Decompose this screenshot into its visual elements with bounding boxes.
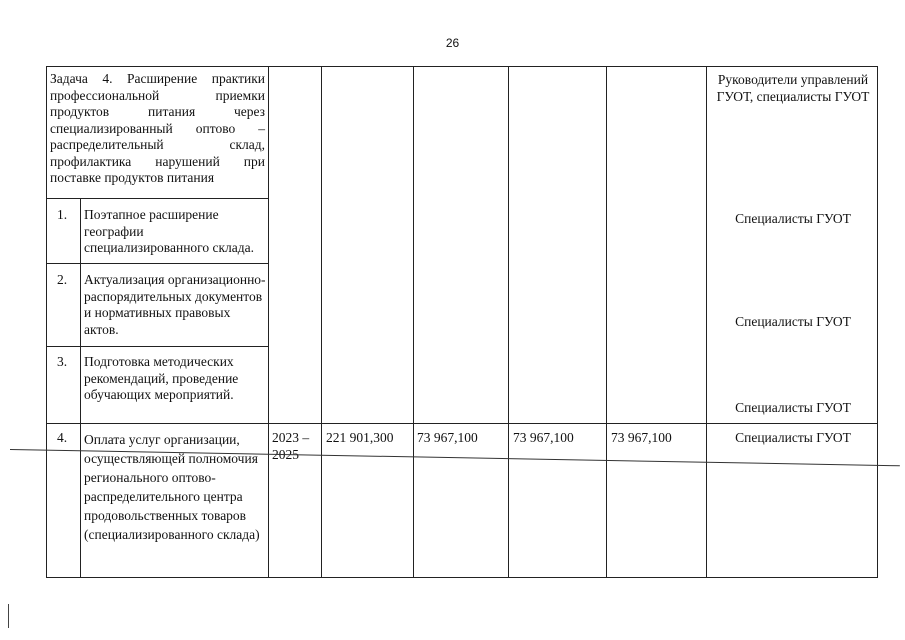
row-1-responsible: Специалисты ГУОТ: [735, 211, 851, 226]
row-4-responsible: Специалисты ГУОТ: [735, 430, 851, 445]
row-2-responsible: Специалисты ГУОТ: [735, 314, 851, 329]
col-divider-year3: [606, 67, 607, 577]
row-3-responsible: Специалисты ГУОТ: [735, 400, 851, 415]
row-divider-2: [47, 346, 269, 347]
row-4-period: 2023 – 2025: [272, 430, 310, 462]
row-4-year-2: 73 967,100: [513, 430, 574, 445]
row-3-number: 3.: [57, 354, 68, 369]
row-divider-1: [47, 263, 269, 264]
row-1-text: Поэтапное расширение географии специализированного склада.: [84, 207, 255, 255]
col-divider-year2: [508, 67, 509, 577]
row-3-text: Подготовка методических рекомендаций, проведение обучающих мероприятий.: [84, 354, 239, 402]
row-4-total: 221 901,300: [326, 430, 394, 445]
col-divider-num: [80, 198, 81, 577]
plan-table: [46, 66, 878, 578]
row-divider-3: [47, 423, 877, 424]
col-divider-total: [321, 67, 322, 577]
row-4-year-3: 73 967,100: [611, 430, 672, 445]
row-2-text: Актуализация организационно-распорядительных документов и нормативных правовых актов.: [84, 272, 266, 337]
row-4-text: Оплата услуг организации, осуществляющей полномочия регионального оптово-распределительного центра продовольственных товаров (специализированного склада): [84, 432, 260, 542]
scan-edge-mark: [8, 604, 9, 628]
row-4-year-1: 73 967,100: [417, 430, 478, 445]
col-divider-year1: [413, 67, 414, 577]
row-divider-task: [47, 198, 269, 199]
row-2-number: 2.: [57, 272, 68, 287]
row-4-number: 4.: [57, 430, 68, 445]
row-1-number: 1.: [57, 207, 68, 222]
col-divider-period: [268, 67, 269, 577]
task-description: Задача 4. Расширение практики профессиональной приемки продуктов питания через специализированный оптово – распределительный склад, профилактика нарушений при поставке продуктов питания: [50, 71, 265, 185]
task-responsible: Руководители управлений ГУОТ, специалисты ГУОТ: [716, 72, 870, 104]
col-divider-responsible: [706, 67, 707, 577]
page-number: 26: [445, 36, 460, 50]
